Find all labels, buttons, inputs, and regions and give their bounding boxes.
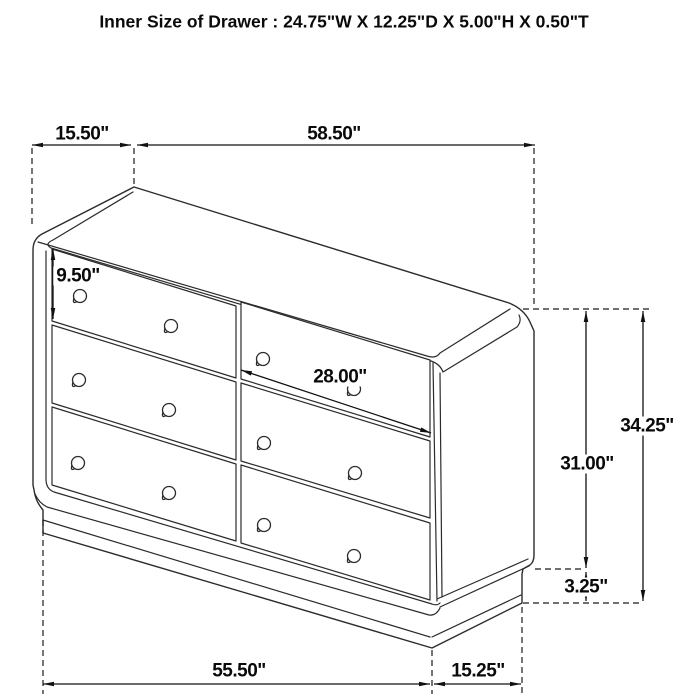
dim-label-bottom-depth: 15.25" bbox=[448, 662, 508, 681]
dim-label-overall-height: 34.25" bbox=[617, 417, 677, 436]
dim-label-top-depth: 15.50" bbox=[52, 125, 112, 144]
dim-label-case-height: 31.00" bbox=[557, 455, 617, 474]
diagram-title: Inner Size of Drawer : 24.75"W X 12.25"D X 5.00"H X 0.50"T bbox=[99, 11, 589, 32]
dim-label-bottom-width: 55.50" bbox=[209, 662, 269, 681]
dimension-overall-height bbox=[641, 311, 646, 601]
dim-label-base-height: 3.25" bbox=[561, 578, 611, 597]
dimension-bottom-depth bbox=[434, 682, 521, 687]
dim-label-drawer-height: 9.50" bbox=[53, 267, 103, 286]
dimension-case-height bbox=[584, 311, 589, 568]
dim-label-top-width: 58.50" bbox=[304, 125, 364, 144]
dimension-bottom-width bbox=[43, 682, 430, 687]
dim-label-drawer-width: 28.00" bbox=[310, 368, 370, 387]
